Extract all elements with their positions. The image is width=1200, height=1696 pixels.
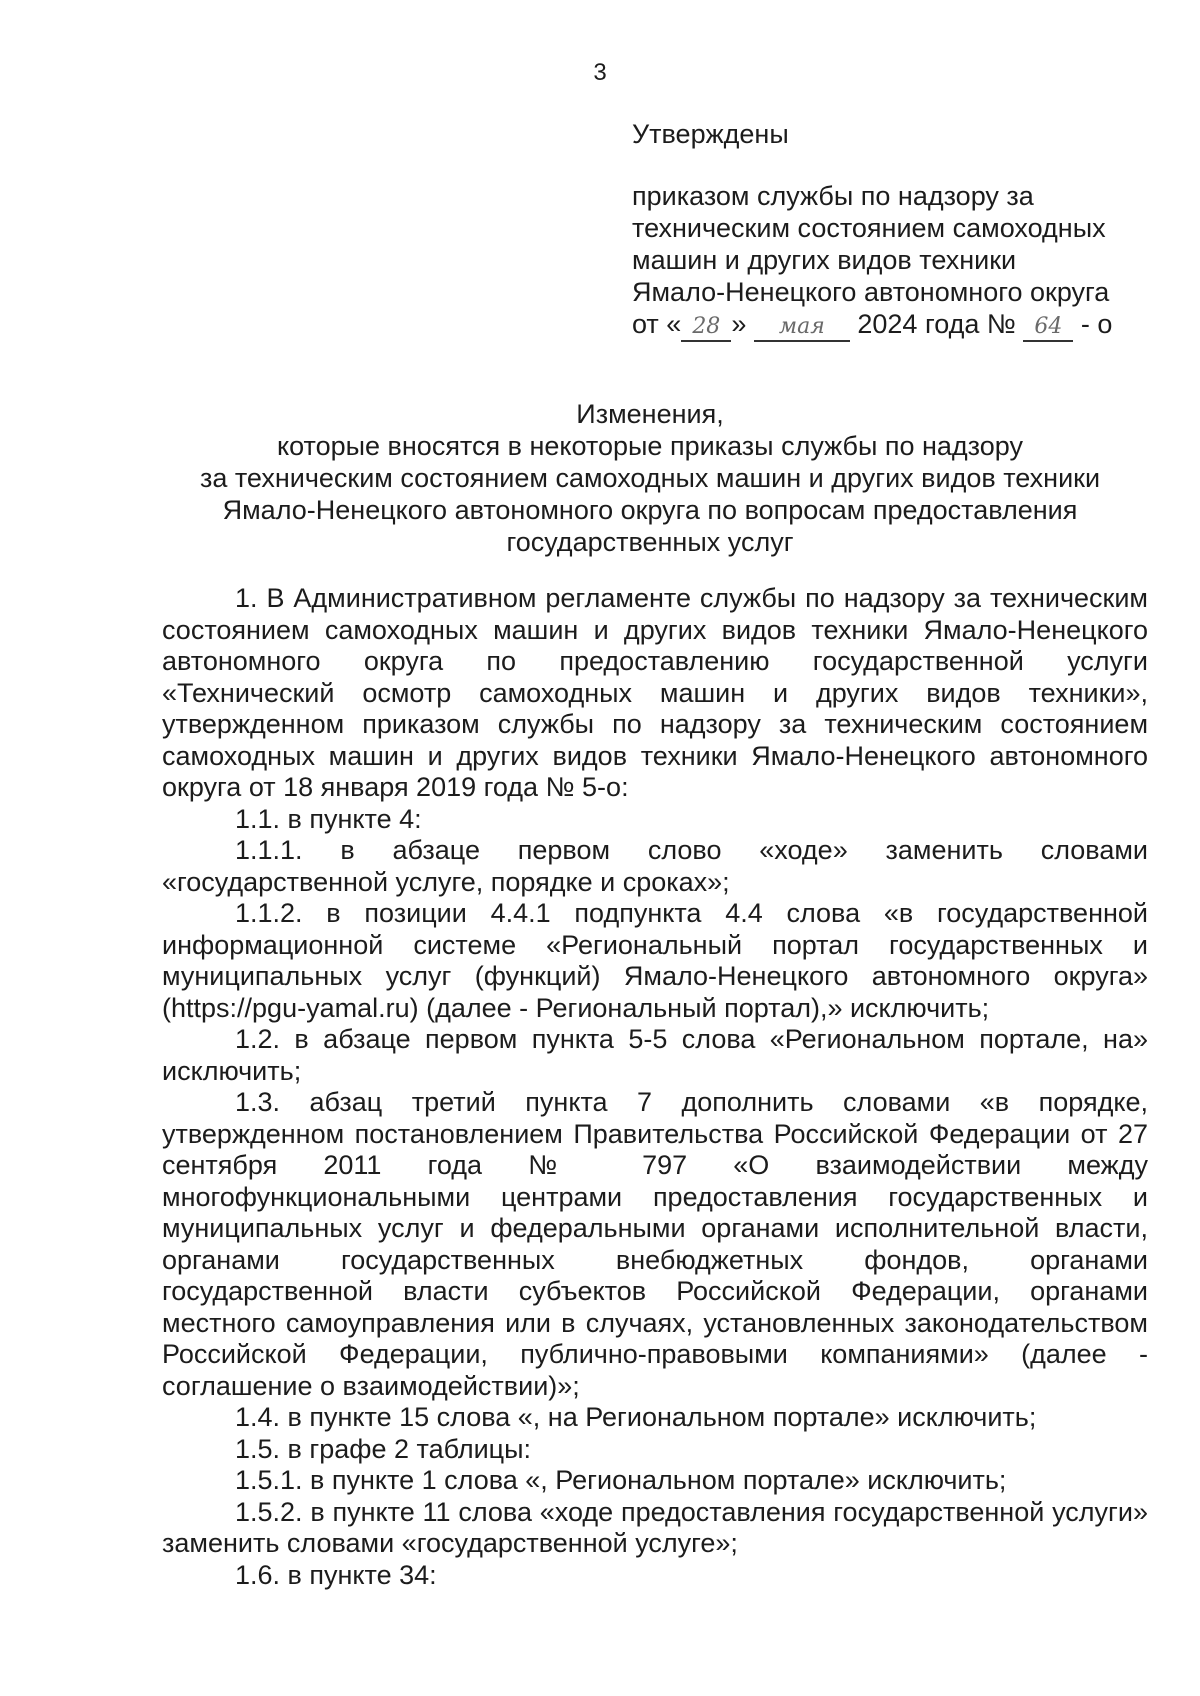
- approval-block: [632, 118, 1152, 342]
- paragraph: 1.2. в абзаце первом пункта 5-5 слова «Региональном портале, на» исключить;: [162, 1024, 1148, 1086]
- handwritten-month: мая: [754, 314, 850, 342]
- paragraph: 1.6. в пункте 34:: [235, 1559, 437, 1590]
- date-prefix: от «: [632, 309, 682, 339]
- approval-line: техническим состоянием самоходных: [632, 213, 1106, 243]
- approval-line: приказом службы по надзору за: [632, 181, 1034, 211]
- date-year: 2024 года №: [857, 309, 1016, 339]
- paragraph: 1.3. абзац третий пункта 7 дополнить словами «в порядке, утвержденном постановлением Правительства Российской Федерации от 27 сентября 2011 года № 797 «О взаимодействии между многофункциональными центрами предоставления государственных и муниципальных услуг и федеральными органами исполнительной власти, органами государственных внебюджетных фондов, органами государственной власти субъектов Российской Федерации, органами местного самоуправления или в случаях, установленных законодательством Российской Федерации, публично-правовыми компаниями» (далее - соглашение о взаимодействии)»;: [162, 1087, 1148, 1401]
- paragraph: 1.5.1. в пункте 1 слова «, Региональном портале» исключить;: [235, 1465, 1007, 1495]
- title-line: государственных услуг: [506, 527, 794, 557]
- paragraph: 1.4. в пункте 15 слова «, на Региональном портале» исключить;: [235, 1402, 1037, 1432]
- paragraph: 1.5.2. в пункте 11 слова «ходе предоставления государственной услуги» заменить словами «государственной услуге»;: [162, 1496, 1148, 1558]
- title-line: за техническим состоянием самоходных машин и других видов техники: [199, 463, 1101, 493]
- handwritten-order-number: 64: [1023, 314, 1073, 342]
- approval-heading: Утверждены: [632, 119, 789, 149]
- document-title: [150, 398, 1150, 558]
- handwritten-day: 28: [681, 314, 731, 342]
- order-suffix: - о: [1080, 309, 1113, 339]
- paragraph: 1.1. в пункте 4:: [235, 803, 422, 834]
- paragraph: 1.1.1. в абзаце первом слово «ходе» заменить словами «государственной услуге, порядке и сроках»;: [162, 835, 1148, 897]
- date-mid: »: [731, 309, 747, 339]
- approval-date-line: [632, 308, 1152, 342]
- page-number: 3: [593, 59, 607, 86]
- title-line: Ямало-Ненецкого автономного округа по вопросам предоставления: [222, 495, 1078, 525]
- paragraph: 1.5. в графе 2 таблицы:: [235, 1433, 532, 1464]
- document-body: [162, 583, 1148, 1591]
- title-line: Изменения,: [576, 399, 724, 429]
- paragraph: 1. В Административном регламенте службы по надзору за техническим состоянием самоходных машин и других видов техники Ямало-Ненецкого автономного округа по предоставлению государственной услуги «Технический осмотр самоходных машин и других видов техники», утвержденном приказом службы по надзору за техническим состоянием самоходных машин и других видов техники Ямало-Ненецкого автономного округа от 18 января 2019 года № 5-о:: [162, 583, 1148, 802]
- approval-line: Ямало-Ненецкого автономного округа: [632, 277, 1110, 307]
- title-line: которые вносятся в некоторые приказы службы по надзору: [276, 431, 1023, 461]
- paragraph: 1.1.2. в позиции 4.4.1 подпункта 4.4 слова «в государственной информационной системе «Региональный портал государственных и муниципальных услуг (функций) Ямало-Ненецкого автономного округа» (https://pgu-yamal.ru) (далее - Региональный портал),» исключить;: [162, 898, 1148, 1023]
- approval-line: машин и других видов техники: [632, 245, 1017, 275]
